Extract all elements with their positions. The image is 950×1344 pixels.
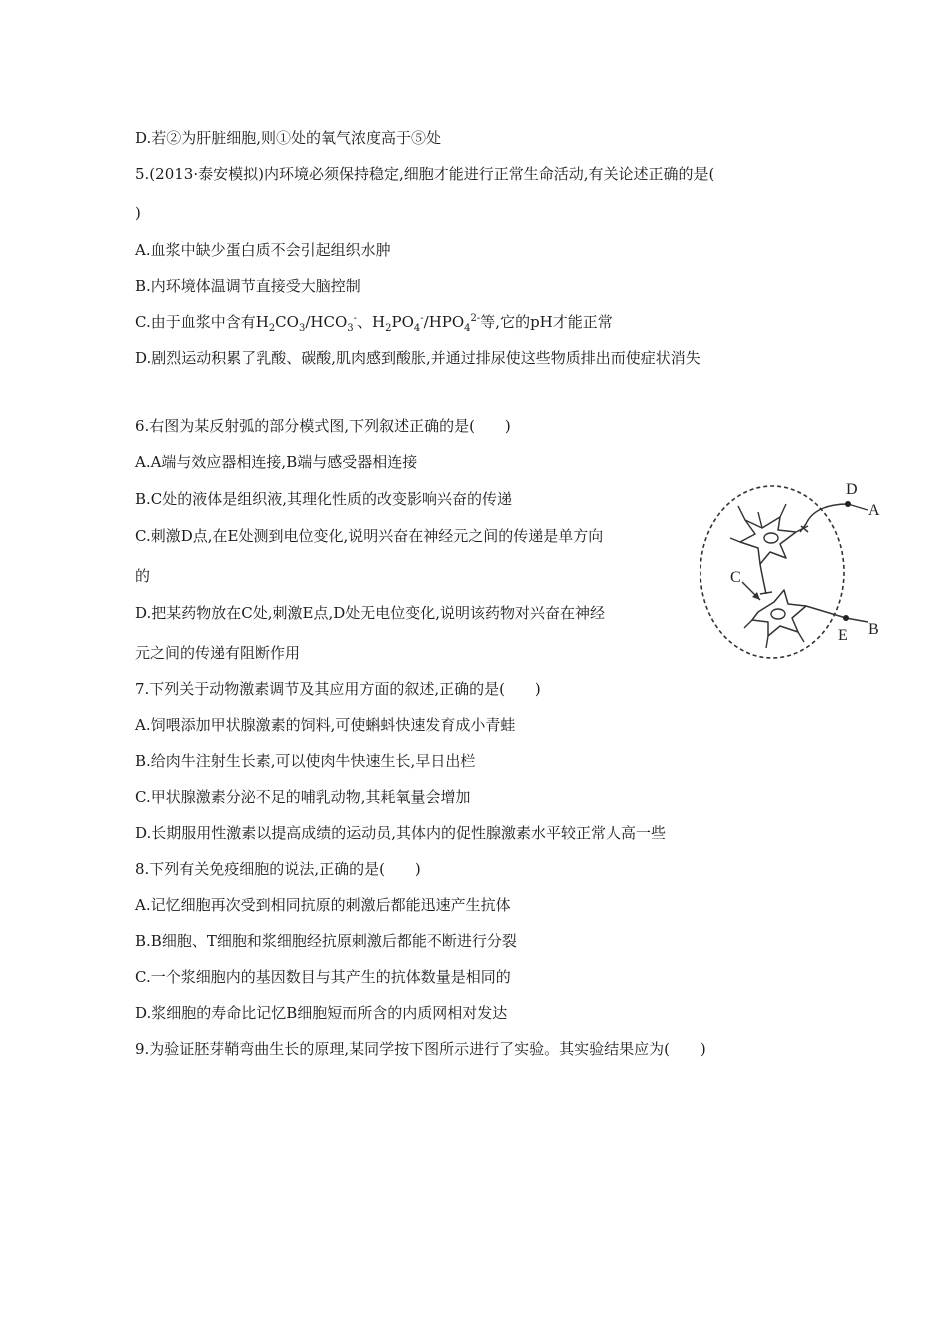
q6-option-a: A.A端与效应器相连接,B端与感受器相连接 (135, 453, 418, 471)
q5-option-b: B.内环境体温调节直接受大脑控制 (135, 277, 361, 295)
q8-option-a: A.记忆细胞再次受到相同抗原的刺激后都能迅速产生抗体 (135, 896, 511, 914)
q7-option-b: B.给肉牛注射生长素,可以使肉牛快速生长,早日出栏 (135, 752, 476, 770)
synapse-terminal (760, 592, 772, 594)
label-b: B (868, 621, 879, 638)
label-a: A (868, 502, 880, 519)
q8-option-c: C.一个浆细胞内的基因数目与其产生的抗体数量是相同的 (135, 968, 511, 986)
q8-option-b: B.B细胞、T细胞和浆细胞经抗原刺激后都能不断进行分裂 (135, 932, 517, 950)
q5-stem: 5.(2013·泰安模拟)内环境必须保持稳定,细胞才能进行正常生命活动,有关论述正确的是( (135, 165, 715, 183)
label-e: E (838, 627, 848, 644)
line-to-a (848, 504, 868, 510)
q4-option-d: D.若②为肝脏细胞,则①处的氧气浓度高于⑤处 (135, 129, 442, 147)
q6-option-d-cont: 元之间的传递有阻断作用 (135, 644, 301, 662)
point-d (845, 501, 851, 507)
q6-option-d: D.把某药物放在C处,刺激E点,D处无电位变化,说明该药物对兴奋在神经 (135, 604, 606, 622)
q5-stem-bracket: ) (135, 204, 141, 222)
upper-neuron-body (740, 517, 796, 564)
q7-option-c: C.甲状腺激素分泌不足的哺乳动物,其耗氧量会增加 (135, 788, 471, 806)
q7-stem: 7.下列关于动物激素调节及其应用方面的叙述,正确的是( ) (135, 680, 541, 698)
label-d: D (846, 481, 858, 498)
upper-neuron-nucleus (764, 533, 778, 543)
label-c: C (730, 569, 741, 586)
q6-option-c: C.刺激D点,在E处测到电位变化,说明兴奋在神经元之间的传递是单方向 (135, 527, 604, 545)
q6-stem: 6.右图为某反射弧的部分模式图,下列叙述正确的是( ) (135, 417, 511, 435)
connecting-axon (760, 564, 766, 594)
q8-option-d: D.浆细胞的寿命比记忆B细胞短而所含的内质网相对发达 (135, 1004, 508, 1022)
afferent-axon (800, 504, 848, 532)
reflex-arc-diagram (700, 472, 900, 664)
q5-option-a: A.血浆中缺少蛋白质不会引起组织水肿 (135, 241, 391, 259)
q6-option-c-cont: 的 (135, 567, 151, 585)
q9-stem: 9.为验证胚芽鞘弯曲生长的原理,某同学按下图所示进行了实验。其实验结果应为( ) (135, 1040, 706, 1058)
q8-stem: 8.下列有关免疫细胞的说法,正确的是( ) (135, 860, 421, 878)
q7-option-d: D.长期服用性激素以提高成绩的运动员,其体内的促性腺激素水平较正常人高一些 (135, 824, 667, 842)
q6-option-b: B.C处的液体是组织液,其理化性质的改变影响兴奋的传递 (135, 490, 513, 508)
lower-neuron-body (752, 590, 806, 636)
q7-option-a: A.饲喂添加甲状腺激素的饲料,可使蝌蚪快速发育成小青蛙 (135, 716, 516, 734)
point-e (843, 615, 849, 621)
lower-neuron-nucleus (771, 609, 785, 619)
q5-option-c: C.由于血浆中含有$H_2CO_3/HCO_3^-$、$H_2PO_4^-/HPO_4^{2-}$等,它的pH才能正常 (135, 313, 613, 334)
q5-option-d: D.剧烈运动积累了乳酸、碳酸,肌肉感到酸胀,并通过排尿使这些物质排出而使症状消失 (135, 349, 701, 367)
